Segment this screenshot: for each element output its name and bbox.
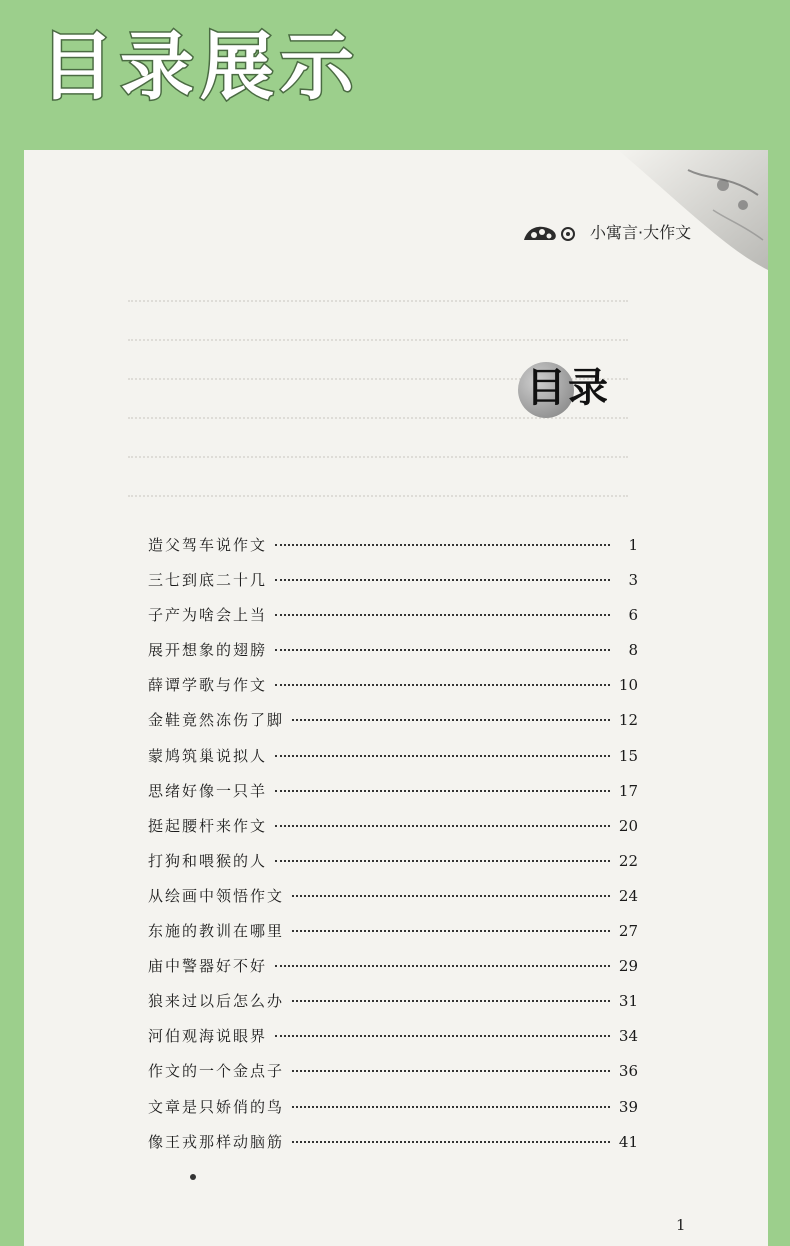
toc-entry-page: 8 [628,641,638,660]
toc-leader-dots [275,755,610,757]
toc-entry-page: 39 [618,1097,638,1116]
toc-leader-dots [292,1106,610,1108]
toc-list [148,534,638,1166]
toc-entry-title: 打狗和喂猴的人 [148,851,268,870]
book-page [24,150,768,1246]
toc-entry-page: 17 [618,781,638,800]
toc-entry[interactable] [148,639,638,674]
toc-leader-dots [275,825,610,827]
toc-entry-title: 文章是只娇俏的鸟 [148,1097,285,1116]
toc-entry-title: 金鞋竟然冻伤了脚 [148,711,285,730]
toc-entry-page: 1 [628,536,638,554]
toc-entry-title: 蒙鸠筑巢说拟人 [148,746,268,765]
toc-entry-title: 河伯观海说眼界 [148,1027,268,1046]
toc-entry[interactable] [148,815,638,850]
toc-entry-title: 像王戎那样动脑筋 [148,1132,285,1151]
toc-leader-dots [292,1000,610,1002]
toc-entry-title: 造父驾车说作文 [148,536,268,554]
toc-leader-dots [275,860,610,862]
toc-entry-title: 东施的教训在哪里 [148,922,285,941]
banner [0,0,790,150]
toc-entry-page: 10 [618,676,638,695]
toc-entry-title: 薛谭学歌与作文 [148,676,268,695]
header-ornament-icon [522,222,584,242]
page-number: 1 [676,1216,686,1234]
toc-entry-page: 31 [618,992,638,1011]
banner-title: 目录展示 [40,24,360,110]
toc-entry-page: 24 [618,886,638,905]
toc-leader-dots [275,544,610,546]
toc-entry[interactable] [148,1096,638,1131]
toc-leader-dots [275,579,610,581]
print-mark [190,1174,196,1180]
toc-entry[interactable] [148,569,638,604]
toc-leader-dots [292,930,610,932]
toc-leader-dots [275,1035,610,1037]
toc-leader-dots [292,719,610,721]
toc-entry-page: 20 [618,816,638,835]
toc-entry-page: 3 [628,571,638,590]
toc-entry[interactable] [148,780,638,815]
toc-entry-title: 思绪好像一只羊 [148,781,268,800]
toc-entry[interactable] [148,955,638,990]
toc-entry[interactable] [148,885,638,920]
toc-entry-page: 12 [618,711,638,730]
toc-entry-page: 29 [618,957,638,976]
toc-entry-title: 庙中警器好不好 [148,957,268,976]
toc-leader-dots [275,614,610,616]
toc-entry[interactable] [148,1131,638,1166]
toc-entry[interactable] [148,850,638,885]
toc-entry[interactable] [148,920,638,955]
toc-entry-title: 展开想象的翅膀 [148,641,268,660]
toc-entry[interactable] [148,745,638,780]
toc-entry-page: 15 [618,746,638,765]
toc-leader-dots [292,895,610,897]
toc-entry-page: 34 [618,1027,638,1046]
toc-heading-text: 目录 [526,364,610,411]
toc-entry-title: 狼来过以后怎么办 [148,992,285,1011]
toc-entry[interactable] [148,709,638,744]
toc-entry[interactable] [148,1060,638,1095]
toc-leader-dots [275,790,610,792]
toc-entry-title: 三七到底二十几 [148,571,268,590]
toc-entry-page: 22 [618,851,638,870]
toc-entry-title: 从绘画中领悟作文 [148,886,285,905]
toc-leader-dots [292,1141,610,1143]
toc-leader-dots [275,965,610,967]
toc-leader-dots [292,1070,610,1072]
toc-entry-title: 挺起腰杆来作文 [148,816,268,835]
toc-entry-page: 27 [618,922,638,941]
toc-entry-title: 作文的一个金点子 [148,1062,285,1081]
corner-illustration-icon [618,150,768,270]
toc-entry[interactable] [148,990,638,1025]
toc-entry[interactable] [148,674,638,709]
toc-heading [518,362,628,414]
toc-entry[interactable] [148,604,638,639]
toc-entry[interactable] [148,1025,638,1060]
toc-entry-page: 41 [618,1132,638,1151]
toc-entry-title: 子产为啥会上当 [148,606,268,625]
toc-leader-dots [275,649,610,651]
toc-entry-page: 36 [618,1062,638,1081]
toc-entry-page: 6 [628,606,638,625]
toc-entry[interactable] [148,534,638,569]
book-title: 小寓言·大作文 [590,223,692,242]
toc-leader-dots [275,684,610,686]
running-header [522,220,691,243]
